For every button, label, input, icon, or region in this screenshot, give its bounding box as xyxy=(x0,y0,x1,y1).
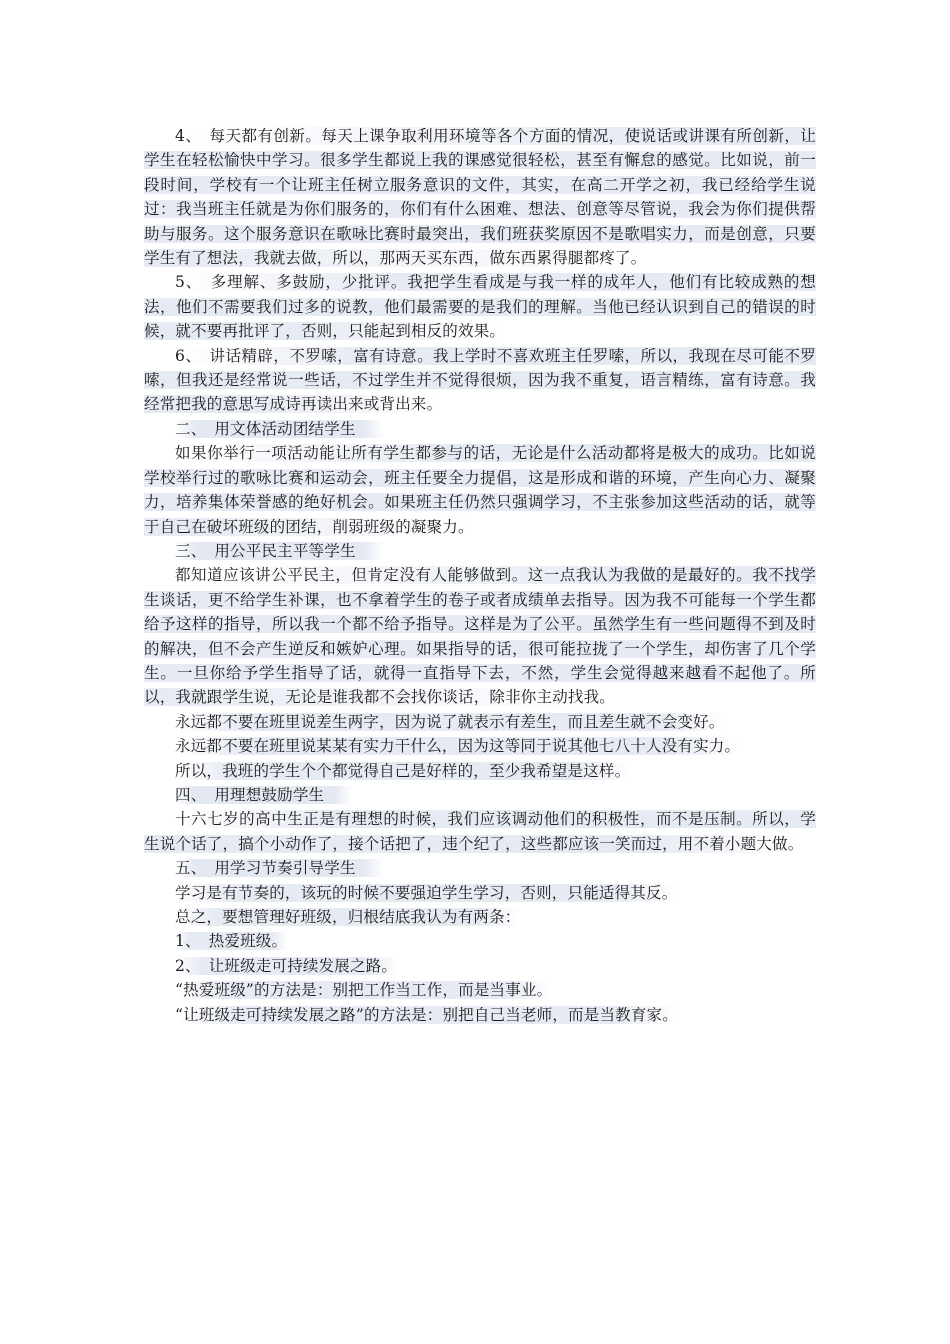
method-love-class xyxy=(144,978,816,1002)
paragraph-text: 永远都不要在班里说某某有实力干什么，因为这等同于说其他七八十人没有实力。 xyxy=(175,737,741,756)
document-body xyxy=(144,124,816,1027)
heading-text: 四、 用理想鼓励学生 xyxy=(175,786,352,804)
paragraph-activities xyxy=(144,441,816,539)
paragraph-rhythm xyxy=(144,881,816,905)
list-item-2 xyxy=(144,954,816,978)
paragraph-text: “热爱班级”的方法是：别把工作当工作，而是当事业。 xyxy=(175,981,553,1000)
paragraph-text: 6、 讲话精辟，不罗嗦，富有诗意。我上学时不喜欢班主任罗嗦，所以，我现在尽可能不罗嗦，但我还是经常说一些话，不过学生并不觉得很烦，因为我不重复，语言精练，富有诗意。我经常把我的意思写成诗再读出来或背出来。 xyxy=(144,346,816,414)
section-heading-2 xyxy=(144,417,816,441)
paragraph-text: 1、 热爱班级。 xyxy=(175,932,288,951)
paragraph-text: 总之，要想管理好班级，归根结底我认为有两条： xyxy=(175,908,521,926)
paragraph-text: 永远都不要在班里说差生两字，因为说了就表示有差生，而且差生就不会变好。 xyxy=(175,712,725,731)
paragraph-no-strength-claim xyxy=(144,734,816,758)
paragraph-text: 学习是有节奏的，该玩的时候不要强迫学生学习，否则，只能适得其反。 xyxy=(175,883,678,902)
heading-text: 五、 用学习节奏引导学生 xyxy=(175,859,384,877)
paragraph-ideals xyxy=(144,807,816,856)
section-heading-4 xyxy=(144,783,816,807)
paragraph-fairness xyxy=(144,563,816,709)
paragraph-text: 5、 多理解、多鼓励，少批评。我把学生看成是与我一样的成年人，他们有比较成熟的想法，他们不需要我们过多的说教，他们最需要的是我们的理解。当他已经认识到自己的错误的时候，就不要再批评了，否则，只能起到相反的效果。 xyxy=(144,273,816,341)
paragraph-item-5 xyxy=(144,270,816,343)
paragraph-text: “让班级走可持续发展之路”的方法是：别把自己当老师，而是当教育家。 xyxy=(175,1005,678,1024)
heading-text: 三、 用公平民主平等学生 xyxy=(175,542,384,560)
paragraph-text: 2、 让班级走可持续发展之路。 xyxy=(175,956,398,975)
paragraph-text: 十六七岁的高中生正是有理想的时候，我们应该调动他们的积极性，而不是压制。所以，学生说个话了，搞个小动作了，接个话把了，违个纪了，这些都应该一笑而过，用不着小题大做。 xyxy=(144,810,816,853)
paragraph-conclusion-fairness xyxy=(144,759,816,783)
heading-text: 二、 用文体活动团结学生 xyxy=(175,420,384,438)
paragraph-text: 都知道应该讲公平民主，但肯定没有人能够做到。这一点我认为我做的是最好的。我不找学生谈话，更不给学生补课，也不拿着学生的卷子或者成绩单去指导。因为我不可能每一个学生都给予这样的指导，所以我一个都不给予指导。这样是为了公平。虽然学生有一些问题得不到及时的解决，但不会产生逆反和嫉妒心理。如果指导的话，很可能拉拢了一个学生，却伤害了几个学生。一旦你给予学生指导了话，就得一直指导下去，不然，学生会觉得越来越看不起他了。所以，我就跟学生说，无论是谁我都不会找你谈话，除非你主动找我。 xyxy=(144,566,816,707)
paragraph-no-poor-students xyxy=(144,710,816,734)
paragraph-text: 4、 每天都有创新。每天上课争取利用环境等各个方面的情况，使说话或讲课有所创新，让学生在轻松愉快中学习。很多学生都说上我的课感觉很轻松，甚至有懈怠的感觉。比如说，前一段时间，学校有一个让班主任树立服务意识的文件，其实，在高二开学之初，我已经给学生说过：我当班主任就是为你们服务的，你们有什么困难、想法、创意等尽管说，我会为你们提供帮助与服务。这个服务意识在歌咏比赛时最突出，我们班获奖原因不是歌唱实力，而是创意，只要学生有了想法，我就去做，所以，那两天买东西，做东西累得腿都疼了。 xyxy=(144,127,816,268)
paragraph-text: 所以，我班的学生个个都觉得自己是好样的，至少我希望是这样。 xyxy=(175,761,631,780)
paragraph-text: 如果你举行一项活动能让所有学生都参与的话，无论是什么活动都将是极大的成功。比如说学校举行过的歌咏比赛和运动会，班主任要全力提倡，这是形成和谐的环境，产生向心力、凝聚力，培养集体荣誉感的绝好机会。如果班主任仍然只强调学习，不主张参加这些活动的话，就等于自己在破坏班级的团结，削弱班级的凝聚力。 xyxy=(144,444,816,536)
section-heading-3 xyxy=(144,539,816,563)
section-heading-5 xyxy=(144,856,816,880)
method-sustainable xyxy=(144,1003,816,1027)
list-item-1 xyxy=(144,929,816,953)
paragraph-item-6 xyxy=(144,344,816,417)
paragraph-summary xyxy=(144,905,816,929)
paragraph-item-4 xyxy=(144,124,816,270)
